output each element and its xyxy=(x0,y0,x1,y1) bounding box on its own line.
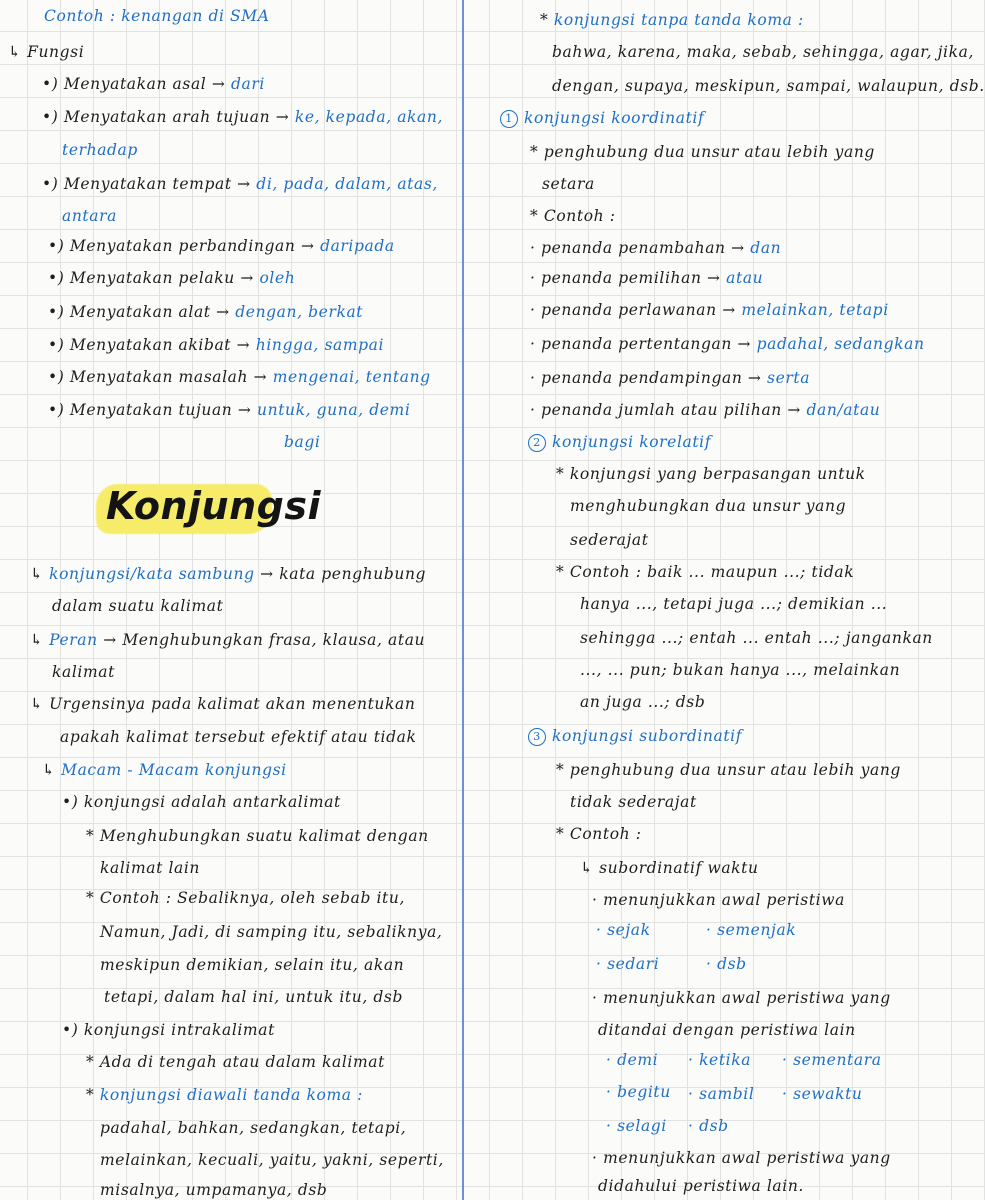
macam-heading: ↳ Macam - Macam konjungsi xyxy=(42,761,287,779)
s3-ditandai-example: · sambil xyxy=(688,1085,755,1103)
s3-akhir-2: didahului peristiwa lain. xyxy=(598,1177,804,1195)
antar-desc: * Menghubungkan suatu kalimat dengan xyxy=(86,827,429,845)
tanpa-heading: * konjungsi tanpa tanda koma : xyxy=(540,11,804,29)
fungsi-item: •) Menyatakan arah tujuan → ke, kepada, akan, xyxy=(42,108,443,126)
s2-desc: * konjungsi yang berpasangan untuk xyxy=(556,465,866,483)
s3-akhir: · menunjukkan awal peristiwa yang xyxy=(592,1149,891,1167)
section-2-heading: 2 konjungsi korelatif xyxy=(528,432,711,452)
peran-term: Peran xyxy=(49,631,98,649)
intra-koma-1: padahal, bahkan, sedangkan, tetapi, xyxy=(100,1119,407,1137)
fungsi-item-continued: antara xyxy=(62,207,117,225)
s3-desc-2: tidak sederajat xyxy=(570,793,697,811)
s2-desc-3: sederajat xyxy=(570,531,649,549)
number-circle-icon: 2 xyxy=(528,434,546,452)
number-circle-icon: 3 xyxy=(528,728,546,746)
fungsi-item: •) Menyatakan masalah → mengenai, tentang xyxy=(48,368,431,386)
fungsi-item: •) Menyatakan tujuan → untuk, guna, demi xyxy=(48,401,411,419)
s3-ditandai: · menunjukkan awal peristiwa yang xyxy=(592,989,891,1007)
s1-item: · penanda pemilihan → atau xyxy=(530,269,764,287)
s3-ditandai-example: · dsb xyxy=(688,1117,729,1135)
s1-desc: * penghubung dua unsur atau lebih yang xyxy=(530,143,875,161)
s3-ditandai-example: · begitu xyxy=(606,1083,671,1101)
urgensi-line-2: apakah kalimat tersebut efektif atau tidak xyxy=(60,728,417,746)
fungsi-item-continued: terhadap xyxy=(62,141,138,159)
number-circle-icon: 1 xyxy=(500,110,518,128)
s3-ditandai-example: · ketika xyxy=(688,1051,752,1069)
definition-line: ↳ konjungsi/kata sambung → kata penghubung xyxy=(30,565,427,583)
fungsi-item: •) Menyatakan pelaku → oleh xyxy=(48,269,296,287)
antar-heading: •) konjungsi adalah antarkalimat xyxy=(62,793,341,811)
page-title: Konjungsi xyxy=(106,484,322,528)
fungsi-item: •) Menyatakan tempat → di, pada, dalam, atas, xyxy=(42,175,438,193)
intra-koma-2: melainkan, kecuali, yaitu, yakni, seperti, xyxy=(100,1151,444,1169)
s2-example-5: an juga ...; dsb xyxy=(580,693,706,711)
s2-example-3: sehingga ...; entah ... entah ...; jangankan xyxy=(580,629,933,647)
urgensi-line: ↳ Urgensinya pada kalimat akan menentukan xyxy=(30,695,416,713)
tanpa-list-1: bahwa, karena, maka, sebab, sehingga, agar, jika, xyxy=(552,43,974,61)
s3-awal-example: · sejak xyxy=(596,921,651,939)
s3-ditandai-example: · demi xyxy=(606,1051,659,1069)
fungsi-item: •) Menyatakan akibat → hingga, sampai xyxy=(48,336,385,354)
antar-desc-2: kalimat lain xyxy=(100,859,200,877)
fungsi-item: •) Menyatakan alat → dengan, berkat xyxy=(48,303,364,321)
fungsi-example-line: Contoh : kenangan di SMA xyxy=(44,7,270,25)
s3-awal-example: · semenjak xyxy=(706,921,797,939)
s2-example: * Contoh : baik ... maupun ...; tidak xyxy=(556,563,855,581)
s3-desc: * penghubung dua unsur atau lebih yang xyxy=(556,761,901,779)
title-block xyxy=(96,476,322,540)
s3-subheading: ↳ subordinatif waktu xyxy=(580,859,759,877)
section-3-heading: 3 konjungsi subordinatif xyxy=(528,726,742,746)
s3-awal-example: · dsb xyxy=(706,955,747,973)
antar-example-2: Namun, Jadi, di samping itu, sebaliknya, xyxy=(100,923,443,941)
s3-ditandai-example: · sementara xyxy=(782,1051,882,1069)
antar-example-4: tetapi, dalam hal ini, untuk itu, dsb xyxy=(104,988,403,1006)
s3-contoh: * Contoh : xyxy=(556,825,642,843)
s1-item: · penanda penambahan → dan xyxy=(530,239,782,257)
s2-desc-2: menghubungkan dua unsur yang xyxy=(570,497,847,515)
intra-koma-heading: * konjungsi diawali tanda koma : xyxy=(86,1086,363,1104)
peran-line-2: kalimat xyxy=(52,663,115,681)
s1-item: · penanda jumlah atau pilihan → dan/atau xyxy=(530,401,881,419)
s3-awal: · menunjukkan awal peristiwa xyxy=(592,891,845,909)
fungsi-item: •) Menyatakan asal → dari xyxy=(42,75,265,93)
s1-desc-2: setara xyxy=(542,175,595,193)
s1-item: · penanda perlawanan → melainkan, tetapi xyxy=(530,301,889,319)
s1-item: · penanda pertentangan → padahal, sedangkan xyxy=(530,335,925,353)
s2-example-2: hanya ..., tetapi juga ...; demikian ... xyxy=(580,595,888,613)
fungsi-item-continued: bagi xyxy=(284,433,321,451)
antar-example: * Contoh : Sebaliknya, oleh sebab itu, xyxy=(86,889,405,907)
tanpa-list-2: dengan, supaya, meskipun, sampai, walaupun, dsb. xyxy=(552,77,985,95)
intra-heading: •) konjungsi intrakalimat xyxy=(62,1021,275,1039)
fungsi-item: •) Menyatakan perbandingan → daripada xyxy=(48,237,395,255)
s3-ditandai-2: ditandai dengan peristiwa lain xyxy=(598,1021,856,1039)
section-1-heading: 1 konjungsi koordinatif xyxy=(500,108,704,128)
s3-ditandai-example: · sewaktu xyxy=(782,1085,863,1103)
definition-term: konjungsi/kata sambung xyxy=(49,565,255,583)
intra-desc: * Ada di tengah atau dalam kalimat xyxy=(86,1053,385,1071)
s3-ditandai-example: · selagi xyxy=(606,1117,667,1135)
peran-line: ↳ Peran → Menghubungkan frasa, klausa, atau xyxy=(30,631,426,649)
intra-koma-3: misalnya, umpamanya, dsb xyxy=(100,1181,328,1199)
fungsi-heading: ↳ Fungsi xyxy=(8,43,85,61)
fungsi-heading-text: Fungsi xyxy=(27,43,85,61)
s1-contoh: * Contoh : xyxy=(530,207,616,225)
column-divider xyxy=(462,0,464,1200)
s1-item: · penanda pendampingan → serta xyxy=(530,369,811,387)
s2-example-4: ..., ... pun; bukan hanya ..., melainkan xyxy=(580,661,901,679)
s3-awal-example: · sedari xyxy=(596,955,660,973)
definition-line-2: dalam suatu kalimat xyxy=(52,597,224,615)
antar-example-3: meskipun demikian, selain itu, akan xyxy=(100,956,405,974)
